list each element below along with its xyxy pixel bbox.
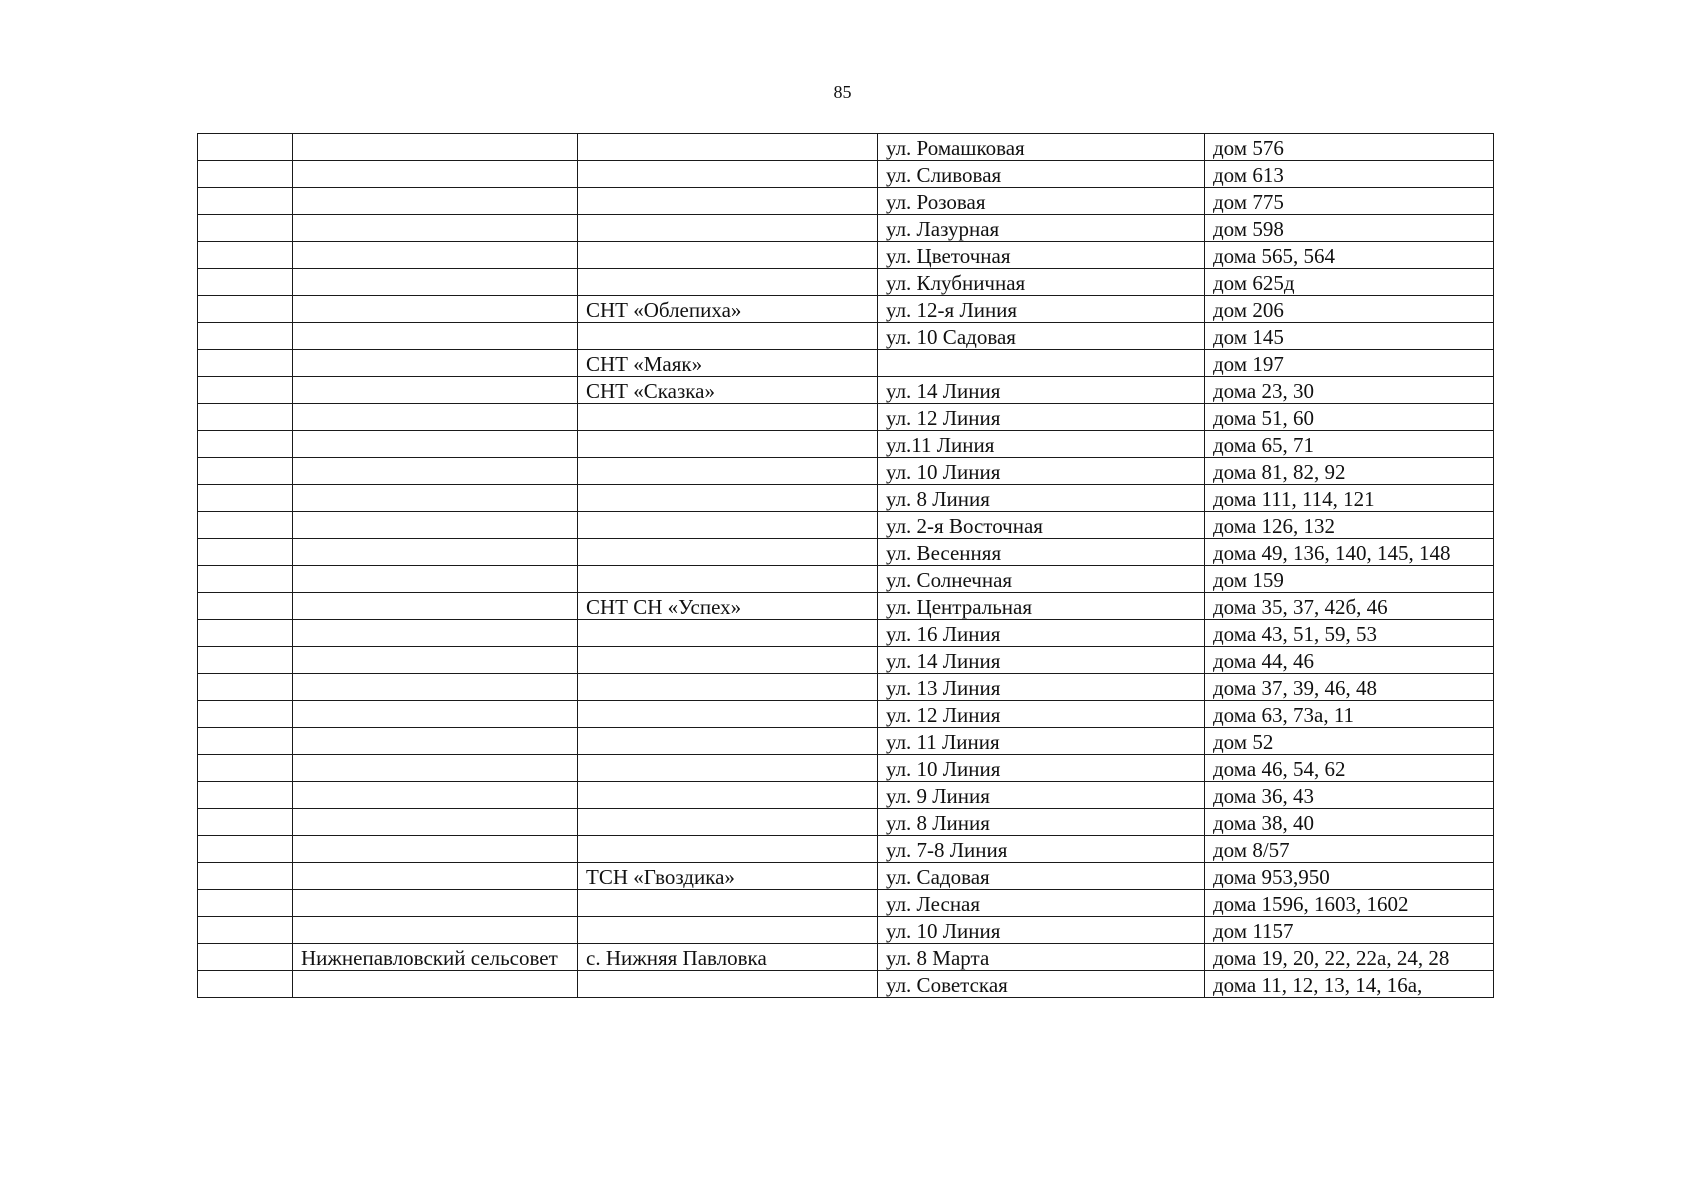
index-cell	[198, 512, 293, 539]
district-cell	[293, 512, 578, 539]
houses-cell: дома 953,950	[1205, 863, 1494, 890]
index-cell	[198, 161, 293, 188]
settlement-cell	[578, 647, 878, 674]
street-cell: ул. Сливовая	[878, 161, 1205, 188]
settlement-cell	[578, 836, 878, 863]
index-cell	[198, 944, 293, 971]
district-cell	[293, 458, 578, 485]
houses-cell: дома 44, 46	[1205, 647, 1494, 674]
table-row	[198, 647, 1494, 674]
index-cell	[198, 458, 293, 485]
street-cell: ул.11 Линия	[878, 431, 1205, 458]
houses-cell: дома 43, 51, 59, 53	[1205, 620, 1494, 647]
table-row	[198, 215, 1494, 242]
table-row	[198, 350, 1494, 377]
houses-cell: дом 625д	[1205, 269, 1494, 296]
index-cell	[198, 134, 293, 161]
houses-cell: дома 38, 40	[1205, 809, 1494, 836]
table-row	[198, 269, 1494, 296]
index-cell	[198, 809, 293, 836]
houses-cell: дома 46, 54, 62	[1205, 755, 1494, 782]
settlement-cell	[578, 458, 878, 485]
table-row	[198, 782, 1494, 809]
houses-cell: дома 111, 114, 121	[1205, 485, 1494, 512]
index-cell	[198, 539, 293, 566]
district-cell	[293, 674, 578, 701]
table-row	[198, 161, 1494, 188]
street-cell: ул. 10 Линия	[878, 755, 1205, 782]
district-cell: Нижнепавловский сельсовет	[293, 944, 578, 971]
houses-cell: дом 775	[1205, 188, 1494, 215]
district-cell	[293, 350, 578, 377]
index-cell	[198, 215, 293, 242]
index-cell	[198, 377, 293, 404]
index-cell	[198, 404, 293, 431]
settlement-cell	[578, 188, 878, 215]
table-row	[198, 701, 1494, 728]
district-cell	[293, 809, 578, 836]
houses-cell: дом 52	[1205, 728, 1494, 755]
settlement-cell	[578, 539, 878, 566]
index-cell	[198, 647, 293, 674]
settlement-cell	[578, 917, 878, 944]
index-cell	[198, 350, 293, 377]
settlement-cell	[578, 890, 878, 917]
index-cell	[198, 485, 293, 512]
street-cell: ул. 16 Линия	[878, 620, 1205, 647]
houses-cell: дома 11, 12, 13, 14, 16а,	[1205, 971, 1494, 998]
houses-cell: дома 126, 132	[1205, 512, 1494, 539]
district-cell	[293, 296, 578, 323]
houses-cell: дом 197	[1205, 350, 1494, 377]
houses-cell: дома 1596, 1603, 1602	[1205, 890, 1494, 917]
houses-cell: дома 23, 30	[1205, 377, 1494, 404]
street-cell: ул. 12 Линия	[878, 404, 1205, 431]
street-cell: ул. Центральная	[878, 593, 1205, 620]
houses-cell: дом 159	[1205, 566, 1494, 593]
district-cell	[293, 539, 578, 566]
street-cell: ул. 8 Линия	[878, 809, 1205, 836]
street-cell: ул. 12-я Линия	[878, 296, 1205, 323]
settlement-cell: ТСН «Гвоздика»	[578, 863, 878, 890]
table-row	[198, 863, 1494, 890]
table-row	[198, 890, 1494, 917]
table-row	[198, 539, 1494, 566]
street-cell: ул. 10 Садовая	[878, 323, 1205, 350]
houses-cell: дома 51, 60	[1205, 404, 1494, 431]
settlement-cell: с. Нижняя Павловка	[578, 944, 878, 971]
settlement-cell	[578, 431, 878, 458]
table-row	[198, 242, 1494, 269]
settlement-cell	[578, 971, 878, 998]
street-cell: ул. Солнечная	[878, 566, 1205, 593]
district-cell	[293, 323, 578, 350]
table-row	[198, 728, 1494, 755]
table-row	[198, 917, 1494, 944]
houses-cell: дома 63, 73а, 11	[1205, 701, 1494, 728]
index-cell	[198, 188, 293, 215]
houses-cell: дом 1157	[1205, 917, 1494, 944]
street-cell	[878, 350, 1205, 377]
settlement-cell	[578, 215, 878, 242]
street-cell: ул. Лесная	[878, 890, 1205, 917]
table-row	[198, 458, 1494, 485]
settlement-cell	[578, 701, 878, 728]
district-cell	[293, 971, 578, 998]
street-cell: ул. 12 Линия	[878, 701, 1205, 728]
index-cell	[198, 566, 293, 593]
houses-cell: дом 145	[1205, 323, 1494, 350]
settlement-cell	[578, 269, 878, 296]
district-cell	[293, 863, 578, 890]
address-table	[197, 133, 1494, 998]
table-row	[198, 296, 1494, 323]
settlement-cell	[578, 755, 878, 782]
street-cell: ул. Клубничная	[878, 269, 1205, 296]
street-cell: ул. 14 Линия	[878, 647, 1205, 674]
district-cell	[293, 782, 578, 809]
street-cell: ул. Цветочная	[878, 242, 1205, 269]
district-cell	[293, 161, 578, 188]
settlement-cell: СНТ СН «Успех»	[578, 593, 878, 620]
district-cell	[293, 269, 578, 296]
settlement-cell	[578, 485, 878, 512]
index-cell	[198, 917, 293, 944]
table-row	[198, 134, 1494, 161]
index-cell	[198, 836, 293, 863]
settlement-cell: СНТ «Маяк»	[578, 350, 878, 377]
district-cell	[293, 755, 578, 782]
houses-cell: дома 36, 43	[1205, 782, 1494, 809]
houses-cell: дома 49, 136, 140, 145, 148	[1205, 539, 1494, 566]
table-row	[198, 566, 1494, 593]
table-row	[198, 674, 1494, 701]
settlement-cell	[578, 674, 878, 701]
settlement-cell	[578, 242, 878, 269]
table-row	[198, 323, 1494, 350]
district-cell	[293, 593, 578, 620]
index-cell	[198, 593, 293, 620]
houses-cell: дом 576	[1205, 134, 1494, 161]
index-cell	[198, 269, 293, 296]
index-cell	[198, 701, 293, 728]
street-cell: ул. 10 Линия	[878, 917, 1205, 944]
street-cell: ул. Ромашковая	[878, 134, 1205, 161]
street-cell: ул. 14 Линия	[878, 377, 1205, 404]
settlement-cell	[578, 161, 878, 188]
district-cell	[293, 215, 578, 242]
index-cell	[198, 755, 293, 782]
street-cell: ул. 9 Линия	[878, 782, 1205, 809]
houses-cell: дома 565, 564	[1205, 242, 1494, 269]
page-number: 85	[833, 82, 852, 102]
settlement-cell	[578, 323, 878, 350]
table-row	[198, 431, 1494, 458]
settlement-cell	[578, 728, 878, 755]
houses-cell: дом 613	[1205, 161, 1494, 188]
address-table-body	[198, 134, 1494, 998]
table-row	[198, 593, 1494, 620]
district-cell	[293, 134, 578, 161]
houses-cell: дом 8/57	[1205, 836, 1494, 863]
index-cell	[198, 971, 293, 998]
street-cell: ул. Розовая	[878, 188, 1205, 215]
settlement-cell: СНТ «Облепиха»	[578, 296, 878, 323]
index-cell	[198, 782, 293, 809]
street-cell: ул. Садовая	[878, 863, 1205, 890]
table-row	[198, 620, 1494, 647]
street-cell: ул. 2-я Восточная	[878, 512, 1205, 539]
table-row	[198, 512, 1494, 539]
table-row	[198, 485, 1494, 512]
district-cell	[293, 620, 578, 647]
street-cell: ул. Лазурная	[878, 215, 1205, 242]
district-cell	[293, 701, 578, 728]
index-cell	[198, 728, 293, 755]
street-cell: ул. 10 Линия	[878, 458, 1205, 485]
index-cell	[198, 323, 293, 350]
district-cell	[293, 485, 578, 512]
district-cell	[293, 566, 578, 593]
houses-cell: дома 65, 71	[1205, 431, 1494, 458]
street-cell: ул. Весенняя	[878, 539, 1205, 566]
district-cell	[293, 647, 578, 674]
table-row	[198, 404, 1494, 431]
settlement-cell	[578, 404, 878, 431]
index-cell	[198, 242, 293, 269]
table-row	[198, 809, 1494, 836]
houses-cell: дома 19, 20, 22, 22а, 24, 28	[1205, 944, 1494, 971]
district-cell	[293, 836, 578, 863]
table-row	[198, 971, 1494, 998]
index-cell	[198, 620, 293, 647]
houses-cell: дома 35, 37, 42б, 46	[1205, 593, 1494, 620]
street-cell: ул. 8 Марта	[878, 944, 1205, 971]
table-row	[198, 755, 1494, 782]
settlement-cell	[578, 566, 878, 593]
index-cell	[198, 890, 293, 917]
settlement-cell	[578, 512, 878, 539]
district-cell	[293, 431, 578, 458]
settlement-cell	[578, 134, 878, 161]
index-cell	[198, 296, 293, 323]
table-row	[198, 188, 1494, 215]
houses-cell: дом 206	[1205, 296, 1494, 323]
street-cell: ул. 11 Линия	[878, 728, 1205, 755]
index-cell	[198, 431, 293, 458]
table-row	[198, 836, 1494, 863]
district-cell	[293, 377, 578, 404]
settlement-cell: СНТ «Сказка»	[578, 377, 878, 404]
district-cell	[293, 242, 578, 269]
settlement-cell	[578, 782, 878, 809]
district-cell	[293, 728, 578, 755]
street-cell: ул. 8 Линия	[878, 485, 1205, 512]
houses-cell: дома 37, 39, 46, 48	[1205, 674, 1494, 701]
houses-cell: дом 598	[1205, 215, 1494, 242]
street-cell: ул. 7-8 Линия	[878, 836, 1205, 863]
district-cell	[293, 917, 578, 944]
table-row	[198, 944, 1494, 971]
houses-cell: дома 81, 82, 92	[1205, 458, 1494, 485]
index-cell	[198, 863, 293, 890]
settlement-cell	[578, 809, 878, 836]
index-cell	[198, 674, 293, 701]
street-cell: ул. Советская	[878, 971, 1205, 998]
district-cell	[293, 404, 578, 431]
settlement-cell	[578, 620, 878, 647]
district-cell	[293, 890, 578, 917]
district-cell	[293, 188, 578, 215]
street-cell: ул. 13 Линия	[878, 674, 1205, 701]
table-row	[198, 377, 1494, 404]
